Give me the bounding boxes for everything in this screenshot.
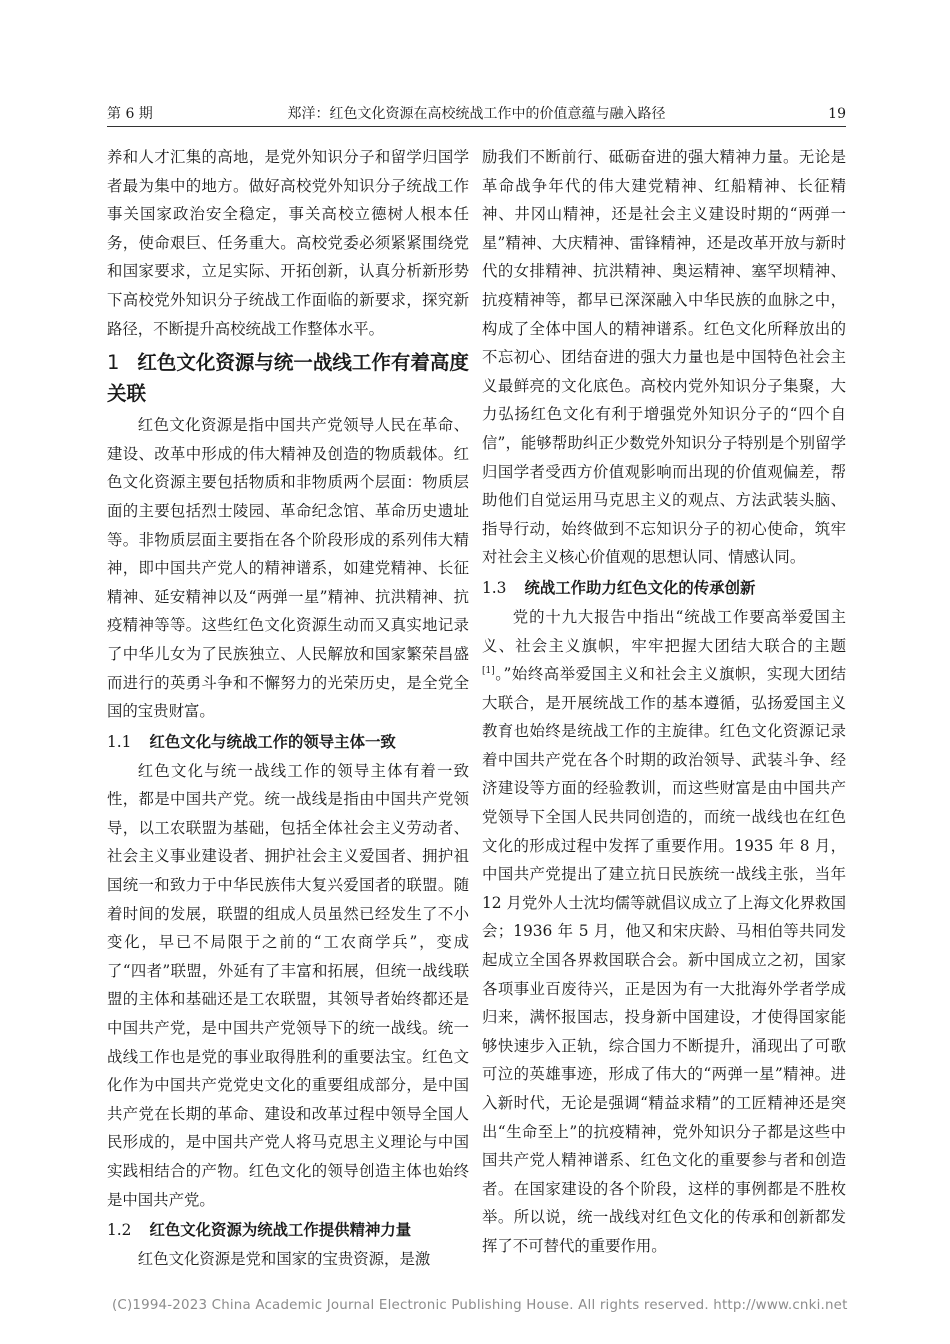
subsection-1-2-paragraph-cont: 励我们不断前行、砥砺奋进的强大精神力量。无论是革命战争年代的伟大建党精神、红船精神、长征精神、井冈山精神，还是社会主义建设时期的“两弹一星”精神、大庆精神、雷锋精神，还是改革开放与新时代的女排精神、抗洪精神、奥运精神、塞罕坝精神、抗疫精神等，都早已深深融入中华民族的血脉之中，构成了全体中国人的精神谱系。红色文化所释放出的不忘初心、团结奋进的强大力量也是中国特色社会主义最鲜亮的文化底色。高校内党外知识分子集聚，大力弘扬红色文化有利于增强党外知识分子的“四个自信”，能够帮助纠正少数党外知识分子特别是个别留学归国学者受西方价值观影响而出现的价值观偏差，帮助他们自觉运用马克思主义的观点、方法武装头脑、指导行动，始终做到不忘知识分子的初心使命，筑牢对社会主义核心价值观的思想认同、情感认同。 bbox=[482, 148, 846, 567]
section-1-heading bbox=[107, 347, 469, 409]
right-column bbox=[482, 143, 846, 1261]
subsection-1-2-paragraph-start: 红色文化资源是党和国家的宝贵资源，是激 bbox=[137, 1250, 431, 1269]
subsection-1-3-number: 1.3 bbox=[482, 578, 507, 597]
citation-ref[interactable]: [1] bbox=[482, 665, 495, 676]
section-1-paragraph: 红色文化资源是指中国共产党领导人民在革命、建设、改革中形成的伟大精神及创造的物质载体。红色文化资源主要包括物质和非物质两个层面：物质层面的主要包括烈士陵园、革命纪念馆、革命历史遗址等。非物质层面主要指在各个阶段形成的系列伟大精神，即中国共产党人的精神谱系，如建党精神、长征精神、延安精神以及“两弹一星”精神、抗洪精神、抗疫精神等等。这些红色文化资源生动而又真实地记录了中华儿女为了民族独立、人民解放和国家繁荣昌盛而进行的英勇斗争和不懈努力的光荣历史，是全党全国的宝贵财富。 bbox=[107, 416, 469, 721]
page-number: 19 bbox=[828, 106, 846, 122]
subsection-1-1-number: 1.1 bbox=[107, 732, 132, 751]
subsection-1-1-title: 红色文化与统战工作的领导主体一致 bbox=[149, 732, 396, 751]
running-title: 郑洋：红色文化资源在高校统战工作中的价值意蕴与融入路径 bbox=[287, 106, 666, 122]
section-1-number: 1 bbox=[107, 351, 120, 375]
subsection-1-3-heading bbox=[482, 574, 846, 603]
intro-paragraph: 养和人才汇集的高地，是党外知识分子和留学归国学者最为集中的地方。做好高校党外知识分子统战工作事关国家政治安全稳定，事关高校立德树人根本任务，使命艰巨、任务重大。高校党委必须紧紧围绕党和国家要求，立足实际、开拓创新，认真分析新形势下高校党外知识分子统战工作面临的新要求，探究新路径，不断提升高校统战工作整体水平。 bbox=[107, 148, 469, 338]
subsection-1-2-heading bbox=[107, 1216, 469, 1245]
left-column bbox=[107, 143, 469, 1274]
subsection-1-1-paragraph: 红色文化与统一战线工作的领导主体有着一致性，都是中国共产党。统一战线是指由中国共产党领导，以工农联盟为基础，包括全体社会主义劳动者、社会主义事业建设者、拥护社会主义爱国者、拥护祖国统一和致力于中华民族伟大复兴爱国者的联盟。随着时间的发展，联盟的组成人员虽然已经发生了不小变化，早已不局限于之前的“工农商学兵”，变成了“四者”联盟，外延有了丰富和拓展，但统一战线联盟的主体和基础还是工农联盟，其领导者始终都还是中国共产党，是中国共产党领导下的统一战线。统一战线工作也是党的事业取得胜利的重要法宝。红色文化作为中国共产党党史文化的重要组成部分，是中国共产党在长期的革命、建设和改革过程中领导全国人民形成的，是中国共产党人将马克思主义理论与中国实践相结合的产物。红色文化的领导创造主体也始终是中国共产党。 bbox=[107, 761, 469, 1209]
subsection-1-3-title: 统战工作助力红色文化的传承创新 bbox=[524, 578, 756, 597]
section-1-title: 红色文化资源与统一战线工作有着高度关联 bbox=[107, 351, 469, 406]
header-rule bbox=[107, 126, 846, 127]
paragraph-text-b: 。”始终高举爱国主义和社会主义旗帜，实现大团结大联合，是开展统战工作的基本遵循，弘扬爱国主义教育也始终是统战工作的主旋律。红色文化资源记录着中国共产党在各个时期的政治领导、武装斗争、经济建设等方面的经验教训，而这些财富是由中国共产党领导下全国人民共同创造的，而统一战线也在红色文化的形成过程中发挥了重要作用。1935 年 8 月，中国共产党提出了建立抗日民族统一战线主张，当年 12 月党外人士沈均儒等就倡议成立了上海文化界救国会；1936 年 5 月，他又和宋庆龄、马相伯等共同发起成立全国各界救国联合会。新中国成立之初，国家各项事业百废待兴，正是因为有一大批海外学者学成归来，满怀报国志，投身新中国建设，才使得国家能够快速步入正轨，综合国力不断提升，涌现出了可歌可泣的英雄事迹，形成了伟大的“两弹一星”精神。进入新时代，无论是强调“精益求精”的工匠精神还是突出“生命至上”的抗疫精神，党外知识分子都是这些中国共产党人精神谱系、红色文化的重要参与者和创造者。在国家建设的各个阶段，这样的事例都是不胜枚举。所以说，统一战线对红色文化的传承和创新都发挥了不可替代的重要作用。 bbox=[482, 665, 846, 1255]
copyright-footer: (C)1994-2023 China Academic Journal Electronic Publishing House. All rights reserved. http://www.cnki.net bbox=[112, 1298, 848, 1313]
subsection-1-2-number: 1.2 bbox=[107, 1221, 132, 1240]
subsection-1-1-heading bbox=[107, 728, 469, 757]
issue-number: 第 6 期 bbox=[107, 106, 153, 122]
running-header bbox=[107, 103, 846, 125]
subsection-1-2-title: 红色文化资源为统战工作提供精神力量 bbox=[149, 1221, 412, 1240]
paragraph-text-a: 党的十九大报告中指出“统战工作要高举爱国主义、社会主义旗帜，牢牢把握大团结大联合的主题 bbox=[482, 607, 846, 655]
subsection-1-3-paragraph bbox=[482, 603, 846, 1261]
